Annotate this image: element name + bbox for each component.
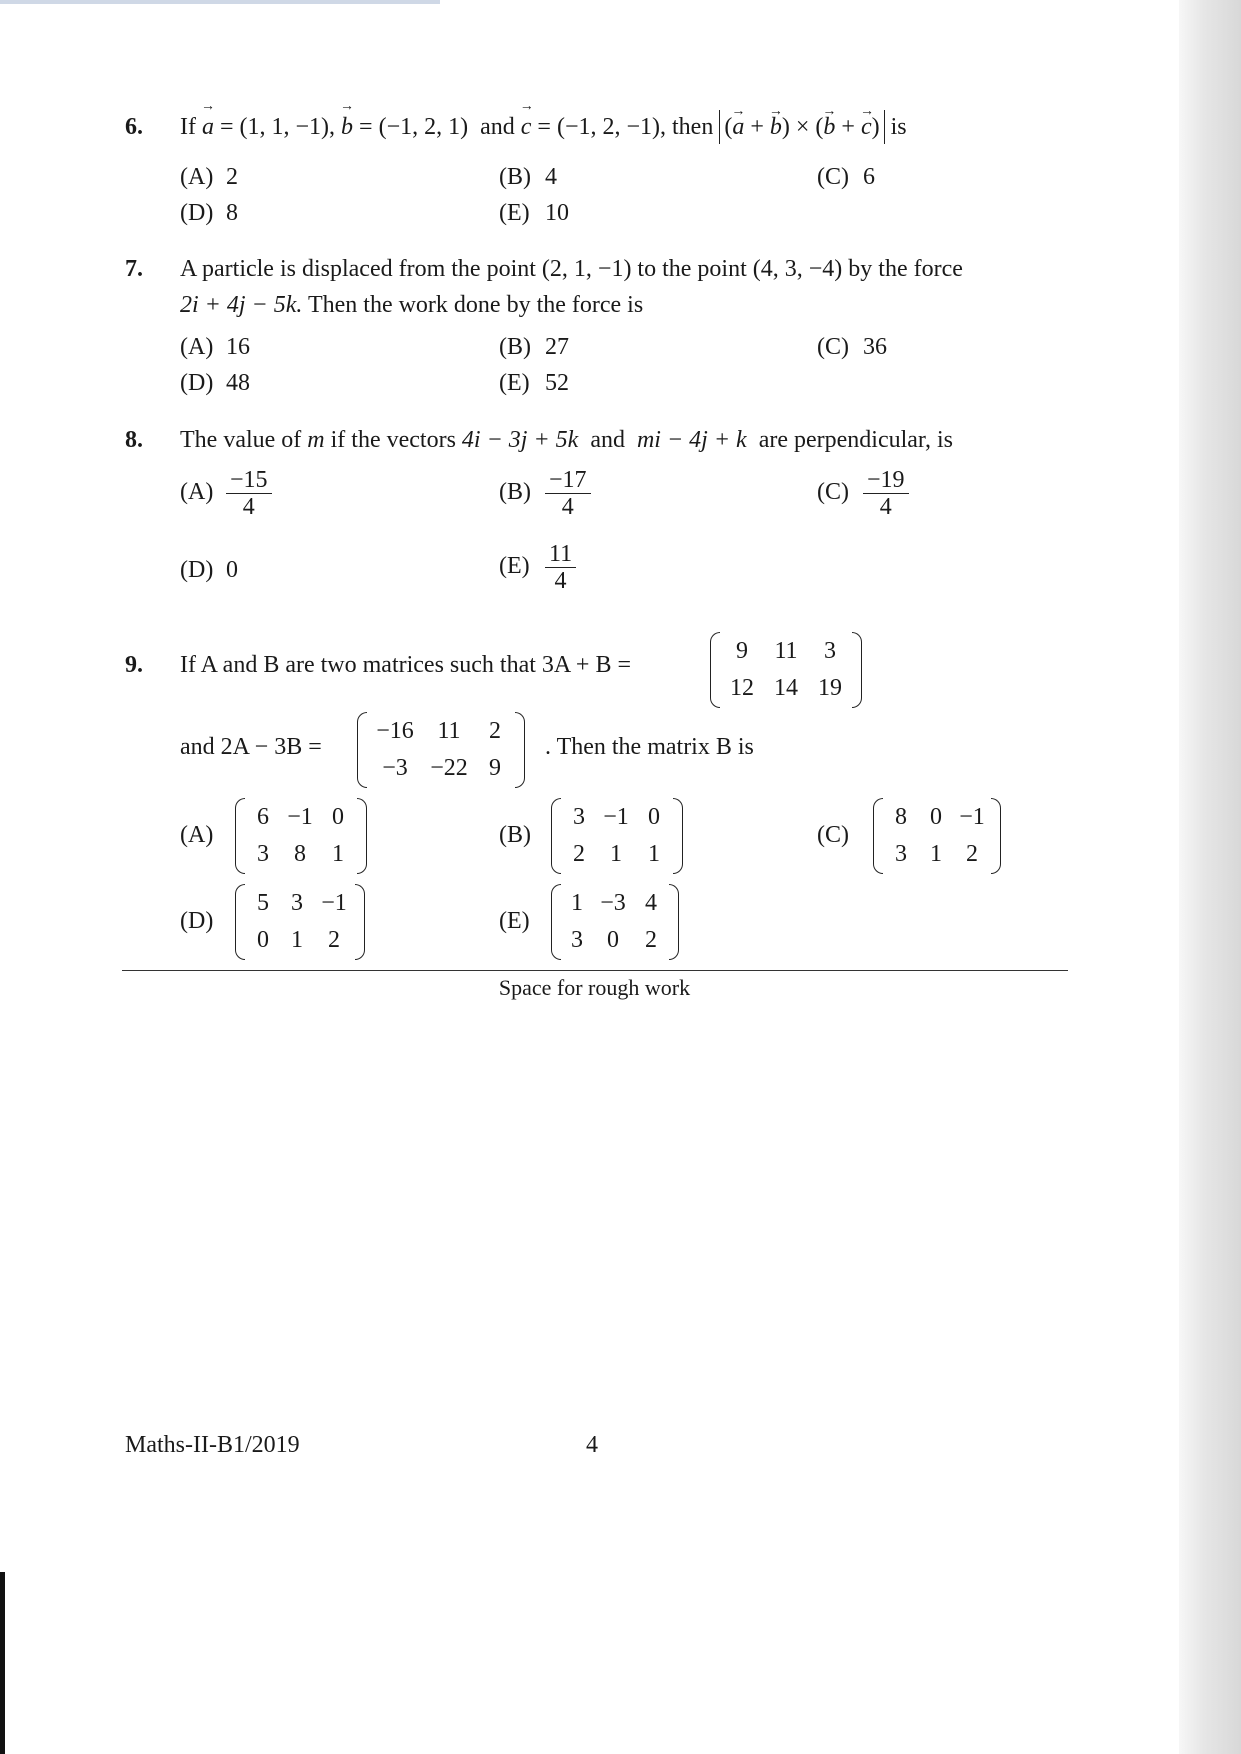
option-value: 6 <box>863 164 875 190</box>
matrix-cell: 3 <box>573 804 585 830</box>
numerator: −17 <box>545 467 591 494</box>
option-value: 27 <box>545 334 569 360</box>
stem-text: Then the work done by the force is <box>302 292 644 318</box>
option-b <box>499 164 557 191</box>
rough-work-label: Space for rough work <box>498 975 691 1000</box>
stem-text: are perpendicular, is <box>758 427 953 453</box>
option-value: 0 <box>226 557 238 583</box>
denominator: 4 <box>879 494 892 520</box>
variable-m: m <box>307 427 325 453</box>
option-label: (C) <box>817 164 849 190</box>
stem-text: + <box>835 114 861 140</box>
matrix-cell: 2 <box>573 841 585 867</box>
option-b <box>499 467 591 520</box>
option-a <box>180 334 250 361</box>
vector-c: c → <box>521 114 532 141</box>
matrix-cell: 8 <box>294 841 306 867</box>
question-stem-line-1: If A and B are two matrices such that 3A + B = <box>180 652 631 678</box>
question-stem-line-2 <box>180 292 643 319</box>
scan-edge-top <box>0 0 440 4</box>
option-a <box>180 822 226 849</box>
question-number: 8. <box>125 427 143 453</box>
option-d <box>180 370 250 397</box>
matrix-cell: 9 <box>489 755 501 781</box>
stem-text: and <box>480 114 515 140</box>
matrix-cell: −1 <box>603 804 629 830</box>
option-label: (A) <box>180 479 214 506</box>
paper-code: Maths-II-B1/2019 <box>125 1432 300 1458</box>
option-label: (D) <box>180 557 214 583</box>
question-stem <box>180 427 953 454</box>
option-value: 52 <box>545 370 569 396</box>
vector-c: c → <box>861 110 872 144</box>
option-label: (C) <box>817 479 849 506</box>
option-label: (B) <box>499 164 531 190</box>
option-e <box>499 541 576 594</box>
option-label: (B) <box>499 479 531 506</box>
scan-edge-left <box>0 1572 5 1754</box>
fraction <box>545 467 591 520</box>
vector-2: mi − 4j + k <box>636 427 747 453</box>
question-number: 7. <box>125 256 143 282</box>
option-label: (E) <box>499 200 530 226</box>
option-c <box>817 467 909 520</box>
option-label: (A) <box>180 334 214 360</box>
option-b <box>499 334 569 361</box>
vector-1: 4i − 3j + 5k <box>461 427 579 453</box>
matrix-cell: −3 <box>382 755 408 781</box>
matrix-cell: 0 <box>607 927 619 953</box>
denominator: 4 <box>242 494 255 520</box>
option-label: (B) <box>499 822 531 848</box>
matrix-cell: 5 <box>257 890 269 916</box>
matrix-cell: 3 <box>571 927 583 953</box>
stem-text: ) <box>871 114 880 140</box>
option-e <box>499 908 545 935</box>
option-label: (C) <box>817 334 849 360</box>
matrix-cell: −1 <box>287 804 313 830</box>
option-d-matrix <box>235 884 365 960</box>
page-number: 4 <box>586 1432 598 1458</box>
matrix-cell: 11 <box>437 718 461 744</box>
option-value: 16 <box>226 334 250 360</box>
option-a <box>180 467 272 520</box>
matrix-cell: −16 <box>376 718 414 744</box>
matrix-cell: 9 <box>736 638 748 664</box>
option-d <box>180 908 226 935</box>
numerator: −19 <box>863 467 909 494</box>
matrix-3a-plus-b <box>710 632 862 708</box>
divider-line <box>122 970 1068 971</box>
matrix-cell: 14 <box>774 675 798 701</box>
stem-text: and <box>590 427 625 453</box>
option-label: (B) <box>499 334 531 360</box>
matrix-cell: −3 <box>600 890 626 916</box>
stem-text: if the vectors <box>324 427 462 453</box>
option-b <box>499 822 545 849</box>
option-value: 2 <box>226 164 238 190</box>
option-e-matrix <box>551 884 679 960</box>
matrix-cell: 6 <box>257 804 269 830</box>
stem-text: = (1, 1, −1), <box>213 114 342 140</box>
option-d <box>180 200 238 227</box>
scan-edge-right <box>1179 0 1241 1754</box>
fraction <box>226 467 272 520</box>
matrix-cell: 1 <box>291 927 303 953</box>
option-label: (D) <box>180 370 214 396</box>
fraction <box>545 541 576 594</box>
option-label: (D) <box>180 908 214 934</box>
matrix-cell: 1 <box>332 841 344 867</box>
matrix-cell: 11 <box>774 638 798 664</box>
matrix-cell: 3 <box>824 638 836 664</box>
stem-text: = (−1, 2, −1), then <box>531 114 714 140</box>
matrix-2a-minus-3b <box>357 712 525 788</box>
matrix-cell: 1 <box>571 890 583 916</box>
vector-b: b → <box>341 114 353 141</box>
stem-text: ) × ( <box>781 114 824 140</box>
option-value: 4 <box>545 164 557 190</box>
option-label: (C) <box>817 822 849 848</box>
stem-text: If <box>180 114 196 140</box>
option-label: (E) <box>499 553 530 580</box>
question-number: 6. <box>125 114 143 140</box>
option-value: 36 <box>863 334 887 360</box>
stem-text: + <box>744 114 770 140</box>
fraction <box>863 467 909 520</box>
option-c-matrix <box>873 798 1001 874</box>
option-b-matrix <box>551 798 683 874</box>
option-a-matrix <box>235 798 367 874</box>
question-stem-line-3: . Then the matrix B is <box>545 734 754 760</box>
question-number: 9. <box>125 652 143 678</box>
denominator: 4 <box>554 568 567 594</box>
option-e <box>499 370 569 397</box>
matrix-cell: 8 <box>895 804 907 830</box>
vector-a: a → <box>732 110 744 144</box>
matrix-cell: 2 <box>489 718 501 744</box>
matrix-cell: 0 <box>257 927 269 953</box>
vector-b: b → <box>823 110 835 144</box>
question-stem-line-2: and 2A − 3B = <box>180 734 322 760</box>
matrix-cell: 0 <box>648 804 660 830</box>
option-c <box>817 822 863 849</box>
option-d <box>180 557 238 584</box>
numerator: 11 <box>545 541 576 568</box>
vector-a: a → <box>202 114 214 141</box>
matrix-cell: 2 <box>328 927 340 953</box>
stem-text: ( <box>724 114 733 140</box>
matrix-cell: 3 <box>291 890 303 916</box>
matrix-cell: 4 <box>645 890 657 916</box>
stem-text: is <box>890 114 907 140</box>
matrix-cell: 2 <box>645 927 657 953</box>
question-stem <box>180 110 907 144</box>
option-c <box>817 334 887 361</box>
force-vector: 2i + 4j − 5k. <box>180 292 303 318</box>
matrix-cell: 1 <box>648 841 660 867</box>
stem-text: = (−1, 2, 1) <box>353 114 469 140</box>
stem-text: The value of <box>180 427 308 453</box>
matrix-cell: 19 <box>818 675 842 701</box>
numerator: −15 <box>226 467 272 494</box>
option-e <box>499 200 569 227</box>
option-label: (A) <box>180 164 214 190</box>
matrix-cell: 3 <box>257 841 269 867</box>
matrix-cell: 1 <box>930 841 942 867</box>
matrix-cell: 3 <box>895 841 907 867</box>
vector-b: b → <box>770 110 782 144</box>
option-value: 48 <box>226 370 250 396</box>
matrix-cell: 0 <box>332 804 344 830</box>
matrix-cell: 1 <box>610 841 622 867</box>
option-value: 8 <box>226 200 238 226</box>
matrix-cell: 12 <box>730 675 754 701</box>
option-value: 10 <box>545 200 569 226</box>
question-stem-line-1: A particle is displaced from the point (2, 1, −1) to the point (4, 3, −4) by the force <box>180 256 963 282</box>
option-label: (E) <box>499 370 530 396</box>
matrix-cell: −22 <box>430 755 468 781</box>
denominator: 4 <box>561 494 574 520</box>
matrix-cell: 2 <box>966 841 978 867</box>
option-a <box>180 164 238 191</box>
option-c <box>817 164 875 191</box>
option-label: (A) <box>180 822 214 848</box>
matrix-cell: 0 <box>930 804 942 830</box>
option-label: (D) <box>180 200 214 226</box>
matrix-cell: −1 <box>321 890 347 916</box>
option-label: (E) <box>499 908 530 934</box>
magnitude-expression <box>719 110 884 144</box>
matrix-cell: −1 <box>959 804 985 830</box>
